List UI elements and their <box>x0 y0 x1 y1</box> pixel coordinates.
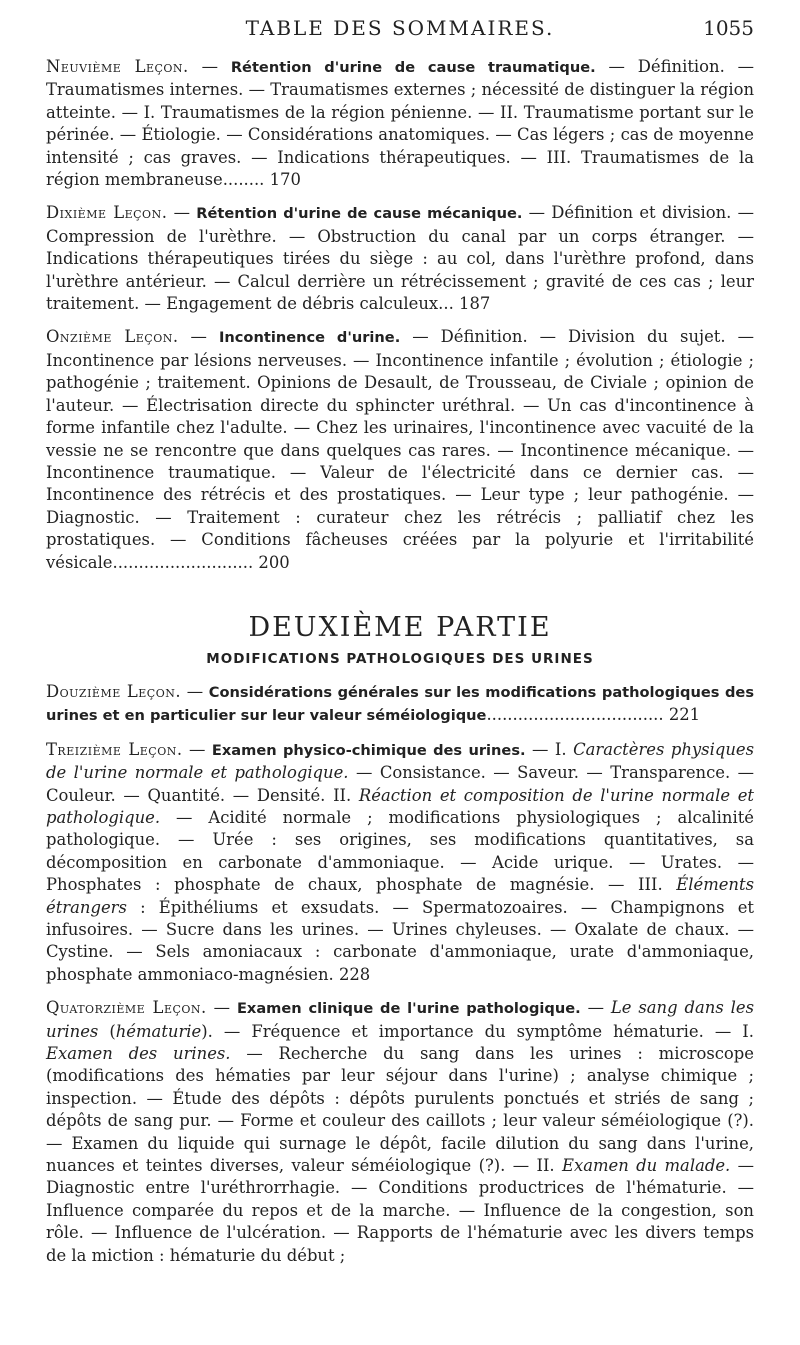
part-title: DEUXIÈME PARTIE <box>248 611 552 643</box>
lesson-label: Onzième Leçon. <box>46 327 179 347</box>
running-title: TABLE DES SOMMAIRES. <box>245 16 555 40</box>
separator: — <box>182 739 212 759</box>
summary-text: ). — Fréquence et importance du symptôme hématurie. — I. <box>201 1021 754 1041</box>
summary-text: — <box>580 998 611 1018</box>
lesson-summary: — Définition. — Traumatismes internes. — Traumatismes externes ; nécessité de distinguer la région atteinte. — I. Traumatismes de la région pénienne. — II. Traumatisme portant sur le périnée. — Étiologie. — Considérations anatomiques. — Cas légers ; cas de moyenne intensité ; cas graves. — Indications thérapeutiques. — III. Traumatismes de la région membraneuse........ <box>46 57 755 190</box>
summary-text: — Diagnostic entre l'uréthrorrhagie. — Conditions productrices de l'hématurie. — Influence comparée du repos et de la marche. — Influence de la congestion, son rôle. — Influence de l'ulcération. — Rapports de l'hématurie avec les divers temps de la miction : hématurie du début ; <box>46 1156 754 1265</box>
entry-page-number: 187 <box>459 294 491 314</box>
summary-italic: Le sang dans les urines <box>46 998 754 1041</box>
entry-page-number: 228 <box>338 964 371 984</box>
toc-entry-lesson-13 <box>46 739 754 986</box>
dot-leader: .................................. <box>486 705 664 725</box>
summary-italic: Examen des urines. <box>46 1044 231 1064</box>
summary-italic: Examen du malade. <box>561 1156 731 1176</box>
summary-italic: Caractères physiques de l'urine normale et pathologique. <box>46 739 754 783</box>
summary-italic: Éléments étrangers <box>46 875 754 917</box>
running-header <box>46 0 754 56</box>
page-number: 1055 <box>703 16 754 40</box>
lesson-label: Dixième Leçon. <box>46 203 168 223</box>
lesson-summary: — Définition. — Division du sujet. — Incontinence par lésions nerveuses. — Incontinence infantile ; évolution ; étiologie ; pathogénie ; traitement. Opinions de Desault, de Trousseau, de Civiale ; opinion de l'auteur. — Électrisation directe du sphincter uréthral. — Un cas d'incontinence à forme infantile chez l'adulte. — Chez les urinaires, l'incontinence avec vacuité de la vessie ne se rencontre que dans quelques cas rares. — Incontinence mécanique. — Incontinence traumatique. — Valeur de l'électricité dans ce dernier cas. — Incontinence des rétrécis et des prostatiques. — Leur type ; leur pathogénie. — Diagnostic. — Traitement : curateur chez les rétrécis ; palliatif chez les prostatiques. — Conditions fâcheuses créées par la polyurie et l'irritabilité vésicale........................... <box>46 327 754 572</box>
lesson-label: Treizième Leçon. <box>46 739 183 759</box>
toc-entry-lesson-14 <box>46 997 754 1267</box>
summary-italic: Réaction et composition de l'urine normale et pathologique. <box>46 785 754 827</box>
separator: — <box>178 327 219 347</box>
summary-italic: hématurie <box>115 1021 202 1041</box>
summary-text: ( <box>98 1021 116 1041</box>
lesson-title: Examen clinique de l'urine pathologique. <box>236 1000 581 1018</box>
entry-page-number: 221 <box>668 705 701 725</box>
toc-entry-lesson-12 <box>46 681 754 728</box>
summary-text: : Épithéliums et exsudats. — Spermatozoaires. — Champignons et infusoires. — Sucre dans les urines. — Urines chyleuses. — Oxalate de chaux. — Cystine. — Sels amoniacaux : carbonate d'ammoniaque, urate d'ammoniaque, phosphate ammoniaco-magnésien. <box>46 897 754 984</box>
lesson-label: Douzième Leçon. <box>46 681 182 701</box>
part-subtitle: MODIFICATIONS PATHOLOGIQUES DES URINES <box>206 650 594 667</box>
entry-page-number: 200 <box>258 552 290 572</box>
toc-entry-lesson-11 <box>46 326 754 573</box>
lesson-label: Quatorzième Leçon. <box>46 998 207 1018</box>
summary-text: — I. <box>525 739 574 759</box>
separator: — <box>188 57 231 76</box>
summary-text: — Recherche du sang dans les urines : microscope (modifications des hématies par leur séjour dans l'urine) ; analyse chimique ; inspection. — Étude des dépôts : dépôts purulents ponctués et striés de sang ; dépôts de sang pur. — Forme et couleur des caillots ; leur valeur séméiologique (?). — Examen du liquide qui surnage le dépôt, facile dilution du sang dans l'urine, nuances et teintes diverses, valeur séméiologique (?). — II. <box>46 1044 754 1176</box>
lesson-title: Rétention d'urine de cause traumatique. <box>230 59 596 76</box>
toc-entry-lesson-9 <box>46 56 754 191</box>
lesson-summary: — Définition et division. — Compression de l'urèthre. — Obstruction du canal par un corps étranger. — Indications thérapeutiques tirées du siège : au col, dans l'urèthre profond, dans l'urèthre antérieur. — Calcul derrière un rétrécissement ; gravité de ces cas ; leur traitement. — Engagement de débris calculeux... <box>46 203 755 314</box>
lesson-title: Examen physico-chimique des urines. <box>211 741 526 759</box>
lesson-label: Neuvième Leçon. <box>46 57 189 76</box>
separator: — <box>206 998 237 1018</box>
entry-page-number: 170 <box>269 170 301 190</box>
lesson-title: Incontinence d'urine. <box>218 329 401 347</box>
lesson-title: Rétention d'urine de cause mécanique. <box>196 205 523 223</box>
lesson-title: Considérations générales sur les modifications pathologiques des urines et en particulier sur leur valeur séméiologique <box>46 683 755 725</box>
toc-entry-lesson-10 <box>46 202 754 315</box>
summary-text: — Acidité normale ; modifications physiologiques ; alcalinité pathologique. — Urée : ses origines, ses modifications quantitatives, sa décomposition en carbonate d'ammoniaque. — Acide urique. — Urates. — Phosphates : phosphate de chaux, phosphate de magnésie. — III. <box>46 807 754 895</box>
separator: — <box>167 203 197 223</box>
summary-text: — Consistance. — Saveur. — Transparence. — Couleur. — Quantité. — Densité. II. <box>46 763 755 805</box>
separator: — <box>181 681 209 701</box>
